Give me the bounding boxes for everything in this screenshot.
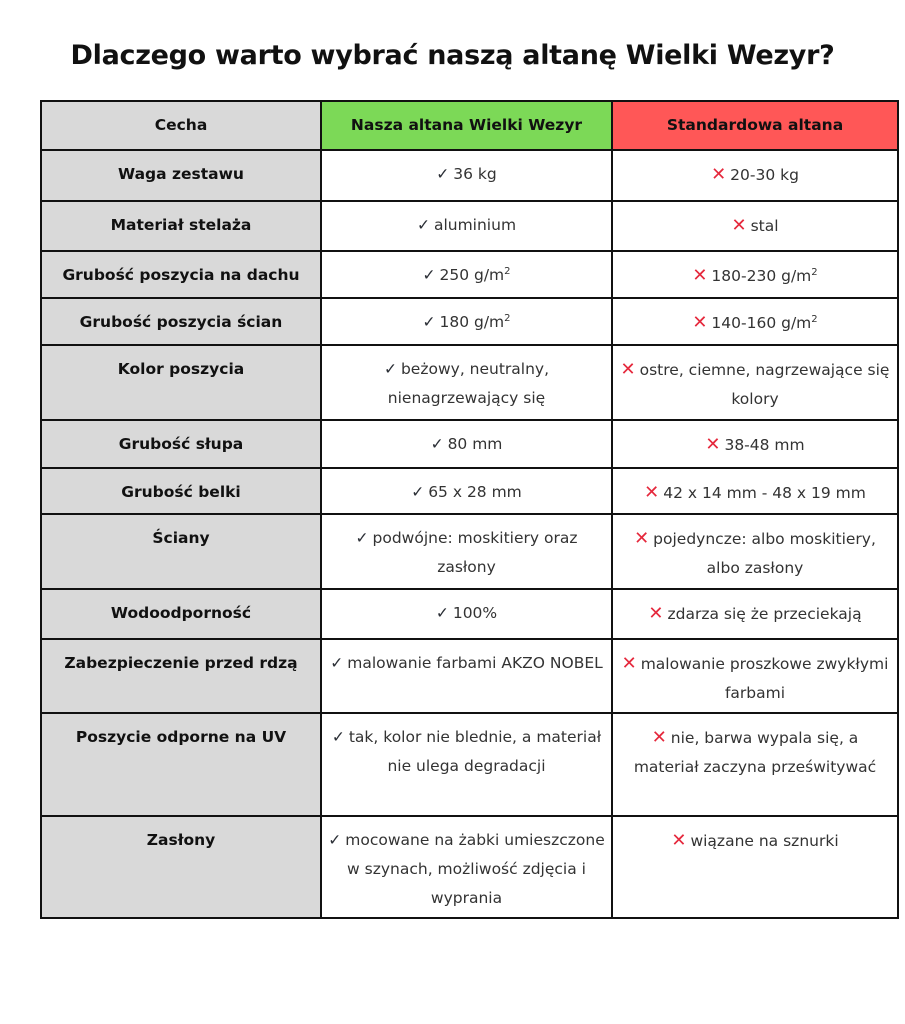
standard-value: zdarza się że przeciekają: [667, 605, 862, 623]
standard-value: malowanie proszkowe zwykłymi farbami: [640, 655, 889, 702]
table-row: [41, 298, 898, 345]
table-row: [41, 150, 898, 201]
feature-cell: [41, 514, 321, 589]
check-icon: ✓: [411, 483, 425, 501]
ours-value: 36 kg: [453, 165, 497, 183]
standard-value: 42 x 14 mm - 48 x 19 mm: [663, 484, 866, 502]
standard-value: pojedyncze: albo moskitiery, albo zasłony: [653, 530, 876, 577]
cross-icon: ✕: [671, 830, 687, 851]
table-row: [41, 589, 898, 639]
table-row: [41, 713, 898, 816]
cross-icon: ✕: [651, 727, 667, 748]
ours-value: mocowane na żabki umieszczone w szynach, możliwość zdjęcia i wyprania: [345, 831, 605, 907]
standard-cell: [612, 251, 898, 298]
feature-cell: [41, 713, 321, 816]
feature-cell: [41, 251, 321, 298]
ours-value: 180 g/m: [439, 313, 505, 331]
ours-value: 80 mm: [447, 435, 503, 453]
table-row: [41, 345, 898, 420]
ours-value: aluminium: [433, 216, 517, 234]
cross-icon: ✕: [620, 359, 636, 380]
cross-icon: ✕: [705, 434, 721, 455]
feature-label: Grubość belki: [121, 483, 241, 501]
header-feature: Cecha: [41, 101, 321, 150]
ours-value: tak, kolor nie blednie, a materiał nie ulega degradacji: [348, 728, 602, 775]
table-row: [41, 468, 898, 514]
feature-label: Grubość poszycia na dachu: [62, 266, 300, 284]
cross-icon: ✕: [692, 312, 708, 333]
ours-value: beżowy, neutralny, nienagrzewający się: [387, 360, 550, 407]
cross-icon: ✕: [644, 482, 660, 503]
check-icon: ✓: [436, 165, 450, 183]
cross-icon: ✕: [731, 215, 747, 236]
cross-icon: ✕: [634, 528, 650, 549]
page-title: Dlaczego warto wybrać naszą altanę Wielki Wezyr?: [70, 40, 835, 71]
ours-cell: [321, 589, 612, 639]
table-row: [41, 816, 898, 918]
header-standard: Standardowa altana: [612, 101, 898, 150]
header-ours: Nasza altana Wielki Wezyr: [321, 101, 612, 150]
feature-cell: [41, 345, 321, 420]
feature-label: Zabezpieczenie przed rdzą: [64, 654, 298, 672]
feature-cell: [41, 150, 321, 201]
feature-label: Grubość poszycia ścian: [79, 313, 283, 331]
check-icon: ✓: [355, 529, 369, 547]
feature-cell: [41, 468, 321, 514]
feature-cell: [41, 816, 321, 918]
feature-label: Poszycie odporne na UV: [75, 728, 287, 746]
ours-value: podwójne: moskitiery oraz zasłony: [372, 529, 578, 576]
table-row: [41, 201, 898, 251]
check-icon: ✓: [422, 266, 436, 284]
ours-cell: [321, 420, 612, 468]
ours-cell: [321, 713, 612, 816]
standard-value: ostre, ciemne, nagrzewające się kolory: [639, 361, 890, 408]
ours-value: 65 x 28 mm: [428, 483, 522, 501]
standard-cell: [612, 589, 898, 639]
feature-cell: [41, 298, 321, 345]
standard-value: 38-48 mm: [724, 436, 805, 454]
standard-value: wiązane na sznurki: [690, 832, 839, 850]
ours-value: malowanie farbami AKZO NOBEL: [347, 654, 603, 672]
superscript: 2: [811, 313, 818, 325]
ours-value: 250 g/m: [439, 266, 505, 284]
ours-cell: [321, 201, 612, 251]
standard-cell: [612, 201, 898, 251]
cross-icon: ✕: [692, 265, 708, 286]
standard-value: nie, barwa wypala się, a materiał zaczyna prześwitywać: [633, 729, 877, 776]
standard-cell: [612, 345, 898, 420]
superscript: 2: [504, 265, 511, 277]
feature-label: Wodoodporność: [110, 604, 252, 622]
standard-cell: [612, 298, 898, 345]
table-row: [41, 639, 898, 713]
superscript: 2: [504, 312, 511, 324]
check-icon: ✓: [331, 728, 345, 746]
standard-value: 180-230 g/m: [711, 267, 812, 285]
standard-value: 20-30 kg: [730, 166, 799, 184]
standard-cell: [612, 420, 898, 468]
feature-label: Grubość słupa: [118, 435, 244, 453]
check-icon: ✓: [430, 435, 444, 453]
ours-cell: [321, 150, 612, 201]
ours-cell: [321, 345, 612, 420]
cross-icon: ✕: [621, 653, 637, 674]
standard-cell: [612, 150, 898, 201]
check-icon: ✓: [422, 313, 436, 331]
feature-label: Ściany: [152, 529, 210, 547]
ours-cell: [321, 639, 612, 713]
standard-value: stal: [750, 217, 779, 235]
ours-cell: [321, 816, 612, 918]
feature-cell: [41, 201, 321, 251]
ours-cell: [321, 251, 612, 298]
feature-label: Materiał stelaża: [110, 216, 252, 234]
check-icon: ✓: [330, 654, 344, 672]
comparison-table: [40, 100, 899, 919]
check-icon: ✓: [328, 831, 342, 849]
ours-cell: [321, 514, 612, 589]
check-icon: ✓: [383, 360, 397, 378]
feature-label: Kolor poszycia: [117, 360, 245, 378]
feature-cell: [41, 420, 321, 468]
header-row: [41, 101, 898, 150]
feature-label: Waga zestawu: [118, 165, 244, 183]
standard-cell: [612, 468, 898, 514]
standard-value: 140-160 g/m: [711, 314, 812, 332]
feature-cell: [41, 589, 321, 639]
ours-cell: [321, 468, 612, 514]
feature-label: Zasłony: [146, 831, 216, 849]
superscript: 2: [811, 266, 818, 278]
standard-cell: [612, 639, 898, 713]
ours-value: 100%: [452, 604, 498, 622]
standard-cell: [612, 816, 898, 918]
standard-cell: [612, 713, 898, 816]
table-row: [41, 251, 898, 298]
cross-icon: ✕: [711, 164, 727, 185]
check-icon: ✓: [416, 216, 430, 234]
ours-cell: [321, 298, 612, 345]
cross-icon: ✕: [648, 603, 664, 624]
table-row: [41, 514, 898, 589]
feature-cell: [41, 639, 321, 713]
check-icon: ✓: [435, 604, 449, 622]
standard-cell: [612, 514, 898, 589]
table-row: [41, 420, 898, 468]
